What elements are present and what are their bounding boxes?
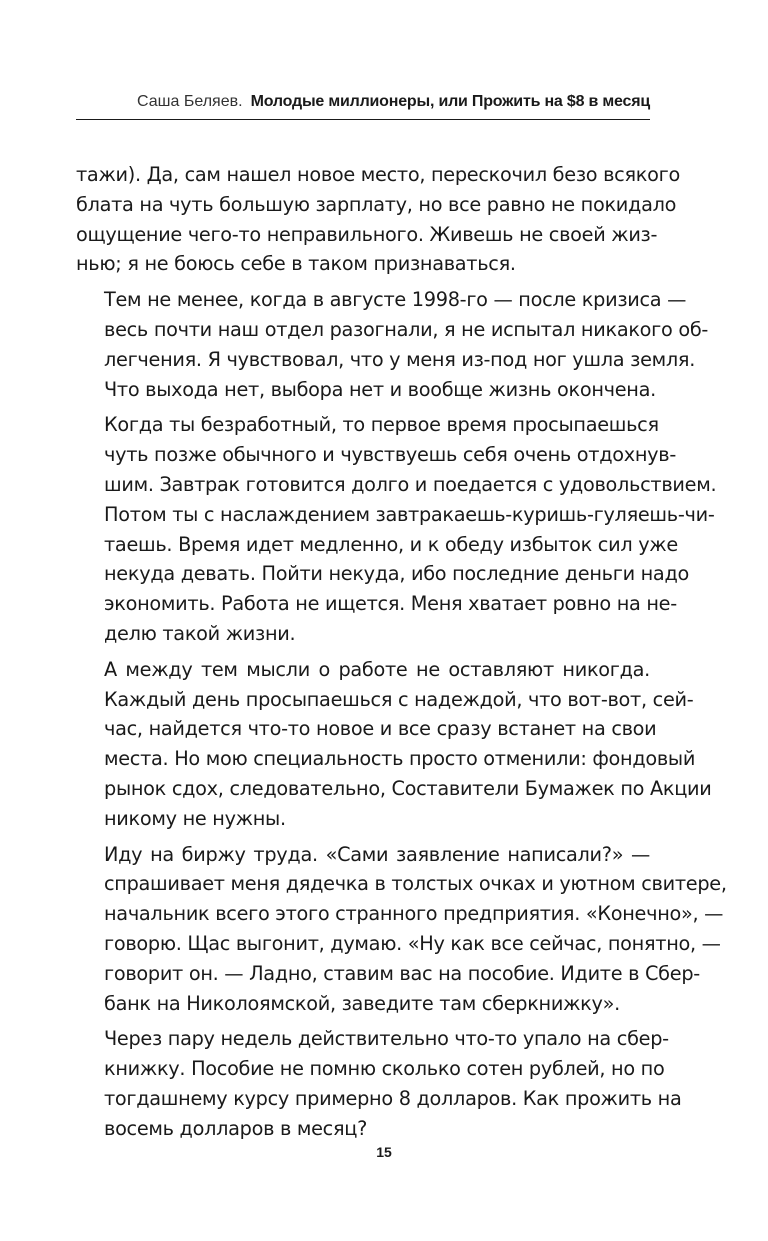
text-line: книжку. Пособие не помню сколько сотен рублей, но по xyxy=(104,1057,665,1081)
text-line: Каждый день просыпаешься с надеждой, что вот-вот, сей- xyxy=(104,687,694,711)
text-line: говорю. Щас выгонит, думаю. «Ну как все сейчас, понятно, — xyxy=(104,931,721,955)
text-line: рынок сдох, следовательно, Составители Бумажек по Акции xyxy=(104,776,712,800)
text-line: ощущение чего-то неправильного. Живешь не своей жиз- xyxy=(76,222,658,246)
paragraph xyxy=(76,285,709,404)
text-line: Когда ты безработный, то первое время просыпаешься xyxy=(104,413,659,437)
running-head-author: Саша Беляев. xyxy=(137,93,243,110)
text-line: места. Но мою специальность просто отменили: фондовый xyxy=(104,747,696,771)
running-head xyxy=(76,88,650,120)
text-line: весь почти наш отдел разогнали, я не испытал никакого об- xyxy=(104,317,709,341)
text-line: спрашивает меня дядечка в толстых очках и уютном свитере, xyxy=(104,872,727,896)
text-line: Потом ты с наслаждением завтракаешь-куришь-гуляешь-чи- xyxy=(104,502,715,526)
text-line: легчения. Я чувствовал, что у меня из-под ног ушла земля. xyxy=(104,347,696,371)
text-line: восемь долларов в месяц? xyxy=(104,1116,368,1140)
body-text xyxy=(76,160,727,1150)
paragraph xyxy=(76,410,717,648)
text-line: делю такой жизни. xyxy=(104,621,296,645)
text-line: никому не нужны. xyxy=(104,806,286,830)
text-line: таешь. Время идет медленно, и к обеду избыток сил уже xyxy=(104,532,678,556)
text-line: тогдашнему курсу примерно 8 долларов. Как прожить на xyxy=(104,1086,682,1110)
paragraph xyxy=(76,840,727,1019)
text-line: нью; я не боюсь себе в таком признаваться. xyxy=(76,252,516,276)
paragraph xyxy=(76,1024,682,1143)
text-line: час, найдется что-то новое и все сразу встанет на свои xyxy=(104,717,657,741)
text-line: блата на чуть большую зарплату, но все равно не покидало xyxy=(76,192,677,216)
text-line: Тем не менее, когда в августе 1998-го — после кризиса — xyxy=(104,288,687,312)
text-line: банк на Николоямской, заведите там сберкнижку». xyxy=(104,991,620,1015)
text-line: начальник всего этого странного предприятия. «Конечно», — xyxy=(104,902,724,926)
text-line: шим. Завтрак готовится долго и поедается с удовольствием. xyxy=(104,472,717,496)
text-line: экономить. Работа не ищется. Меня хватает ровно на не- xyxy=(104,592,677,616)
text-line: тажи). Да, сам нашел новое место, перескочил безо всякого xyxy=(76,163,680,186)
text-line: некуда девать. Пойти некуда, ибо последние деньги надо xyxy=(104,562,689,586)
text-line: Иду на биржу труда. «Сами заявление написали?» — xyxy=(104,842,650,866)
paragraph xyxy=(76,655,712,834)
text-line: Что выхода нет, выбора нет и вообще жизнь окончена. xyxy=(104,377,656,401)
text-line: чуть позже обычного и чувствуешь себя очень отдохнув- xyxy=(104,443,676,467)
text-line: А между тем мысли о работе не оставляют никогда. xyxy=(104,657,650,681)
page-number: 15 xyxy=(376,1144,392,1160)
text-line: говорит он. — Ладно, ставим вас на пособие. Идите в Сбер- xyxy=(104,961,700,985)
paragraph xyxy=(76,160,680,279)
text-line: Через пару недель действительно что-то упало на сбер- xyxy=(104,1027,669,1051)
running-head-title: Молодые миллионеры, или Прожить на $8 в месяц xyxy=(250,93,650,110)
